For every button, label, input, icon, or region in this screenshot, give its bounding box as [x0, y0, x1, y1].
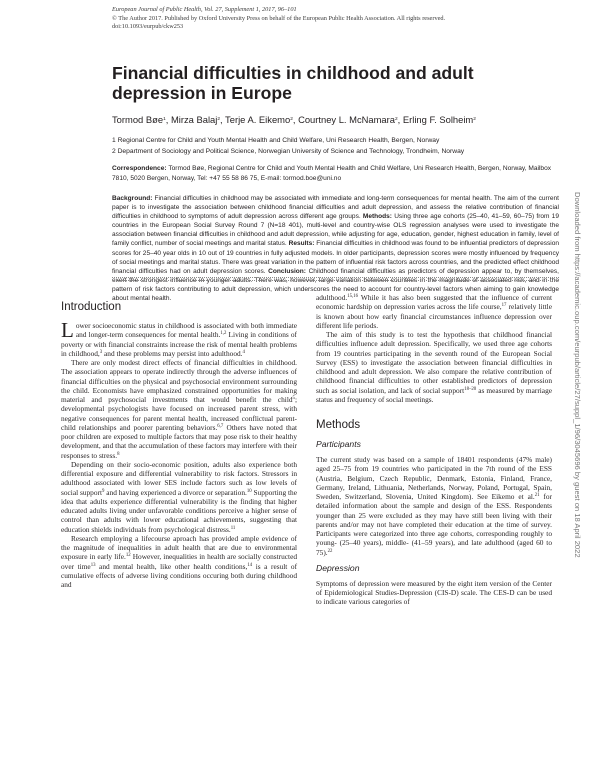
citation-ref[interactable]: 8 — [117, 451, 120, 457]
correspondence-text: Tormod Bøe, Regional Centre for Child and Youth Mental Health and Child Welfare, Uni Research Health, Bergen, Norway, Mailbox 7810, 5020 Bergen, Norway, Tel: +47 55 58 86 75, E-mail: tormod.boe@uni.no — [112, 165, 552, 182]
abstract-results: Financial difficulties in childhood was found to be influential predictors of depression scores for 25–40 year olds in 10 out of 19 countries in fully adjusted models. In older participants, depression scores were mostly influenced by frequency of social meetings and marital status. There was great variation in the pattern of influential risk factors across countries, and the predicted effect childhood financial difficulties had on adult depression scores. — [112, 240, 560, 275]
abstract-methods: Using three age cohorts (25–40, 41–59, 60–75) from 19 countries in the European Social Survey Round 7 (N=18 401), multi-level and country-wise OLS regression analyses were used to investigate the association between financial difficulties in childhood and adult depression, while adjusting for age, education, gender, highest education in family, level of family conflict, number of social meetings and marital status. — [112, 213, 559, 248]
text-run: is a result of cumulative effects of adverse living conditions occuring both during childhood and — [61, 561, 298, 589]
text-run: and mental health, like other health conditions, — [95, 561, 248, 571]
citation-ref[interactable]: 1,2 — [220, 331, 227, 337]
citation-ref[interactable]: 18–20 — [464, 386, 477, 392]
author-affiliation-ref: 2 — [217, 117, 220, 122]
correspondence-label: Correspondence: — [112, 165, 167, 172]
text-run: Supporting the idea that adults experience differential vulnerability is the finding that higher educated adults living under unfavorable conditions perceive a higher sense of control than adults with lower educational achievements, suggesting that education shields individuals from psychological distress. — [61, 487, 297, 534]
text-run: ower socioeconomic status in childhood is associated with both immediate and longer-term consequences for mental health. — [75, 321, 297, 340]
journal-header — [112, 6, 552, 32]
citation-ref[interactable]: 14 — [247, 562, 253, 568]
download-watermark — [568, 192, 580, 572]
abstract-conclusion-label: Conclusion: — [268, 267, 306, 275]
author-affiliation-ref: 2 — [290, 117, 293, 122]
citation-ref[interactable]: 5 — [292, 396, 295, 401]
intro-paragraph-6 — [316, 330, 552, 404]
text-run: The current study was based on a sample of 18401 respondents (47% male) aged 25–75 from 19 countries who participated in the 7th round of the ESS (Austria, Belgium, Czech Republic, Denmark, Estonia, Finland, France, Germany, Ireland, Lithuania, Netherlands, Norway, Poland, Portugal, Spain, Sweden, Switzerland, Slovenia, United Kingdom). See Eikemo et al. — [316, 455, 552, 501]
author-name[interactable]: Mirza Balaj — [170, 114, 218, 125]
text-run: Others have noted that poor children are exposed to multiple factors that may pose risk to their healthy development, and that the accumulation of these factors may interfere with their responses to stress. — [61, 422, 297, 460]
doi-line[interactable]: doi:10.1093/eurpub/ckw253 — [112, 23, 184, 31]
abstract-conclusion: Childhood financial difficulties as predictors of depression appear to, by themselves, exert the strongest influence in younger adults. There was, however, large variation between countries in the magnitude of associated risk, and in the pattern of risk factors contributing to adult depression, which underscores the need to account for country-level factors when aiming to gain knowledge about mental health. — [112, 267, 560, 303]
text-run: as measured by marriage status and frequency of social meetings. — [316, 385, 552, 404]
citation-ref[interactable]: 17 — [501, 303, 507, 309]
author-list: Tormod Bøe$^1$, Mirza Balaj$^2$, Terje A. Eikemo$^2$, Courtney L. McNamara$^2$, Erling F. Solheim$^2$ — [112, 114, 476, 125]
text-run: However, inequalities in health are socially constructed over time — [61, 552, 297, 571]
article-title: Financial difficulties in childhood and adult depression in Europe — [112, 63, 474, 103]
author-name[interactable]: Terje A. Eikemo — [225, 114, 291, 125]
abstract-methods-label: Methods: — [362, 213, 392, 221]
citation-ref[interactable]: 4 — [242, 349, 245, 355]
left-column — [61, 300, 297, 589]
intro-paragraph-1 — [61, 318, 297, 358]
author-name[interactable]: Courtney L. McNamara — [298, 114, 395, 125]
methods-heading: Methods — [316, 419, 361, 431]
author-affiliation-ref: 2 — [473, 117, 476, 122]
intro-paragraph-2 — [61, 358, 297, 460]
text-run: Living in conditions of poverty or with financial constraints increase the risk of mental health problems in childhood, — [61, 330, 297, 358]
abstract-divider — [112, 277, 559, 278]
download-watermark-text: Downloaded from https://academic.oup.com/eurpub/article/27/suppl_1/96/3045696 by guest on 18 April 2022 — [573, 192, 582, 558]
text-run: for detailed information about the sample and design of the ESS. Respondents younger than 25 were excluded as they may have still been living with their parents and/or may not have completed their education at the time of survey. Participants were categorized into three age cohorts, corresponding roughly to young- (25–40 years), middle- (41–59 years), and late adulthood (aged 60 to 75). — [316, 492, 552, 557]
intro-paragraph-3 — [61, 460, 297, 534]
citation-ref[interactable]: 15,16 — [347, 294, 359, 299]
citation-ref[interactable]: 21 — [534, 493, 540, 498]
text-run: Depending on their socio-economic position, adults also experience both differential exposure and differential vulnerability to risk factors. Stressors in adulthood associated with lower SES include factors such as low levels of social support — [61, 459, 297, 497]
citation-ref[interactable]: 10 — [246, 488, 252, 494]
author-affiliation-ref: 2 — [395, 117, 398, 122]
copyright-line: © The Author 2017. Published by Oxford University Press on behalf of the European Public Health Association. All rights reserved. — [112, 14, 446, 22]
intro-paragraph-4 — [61, 534, 297, 590]
text-run: adulthood. — [316, 293, 348, 302]
text-run: relatively little is known about how early financial circumstances influence depression over different life periods. — [316, 302, 552, 330]
text-run: Research employing a lifecourse aproach has provided ample evidence of the magnitude of inequalities in adult health that are due to environmental exposure in early life. — [61, 533, 297, 562]
introduction-heading: Introduction — [61, 301, 122, 313]
text-run: The aim of this study is to test the hypothesis that childhood financial difficulties influence adult depression. Specifically, we used three age cohorts from 19 countries participating in the seventh round of the European Social Survey (ESS) to investigate the association between financial difficulties in childhood and adult depression. We also compare the relative contribution of childhood financial difficulties to other established predictors of depression such as social isolation, and lack of social support — [316, 330, 552, 395]
correspondence — [112, 164, 557, 183]
text-run: There are only modest direct effects of financial difficulties in childhood. The association appears to operate indirectly through the adverse influences of financial difficulties on the physical and psychosocial environment surrounding the child. Economists have emphasized constrained opportunities for making material and psychosocial investments that would benefit the child — [61, 358, 297, 404]
right-column — [316, 293, 552, 607]
author-affiliation-ref: 1 — [163, 117, 166, 122]
text-run: and these problems may persist into adulthood. — [102, 348, 243, 358]
text-run: and having experienced a divorce or separation. — [104, 487, 247, 497]
abstract-background-label: Background: — [112, 195, 153, 202]
abstract-results-label: Results: — [288, 240, 315, 248]
citation-ref[interactable]: 9 — [102, 488, 105, 494]
citation-ref[interactable]: 12 — [125, 553, 131, 559]
author-name[interactable]: Tormod Bøe — [112, 114, 164, 125]
intro-paragraph-5 — [316, 293, 552, 330]
affiliations — [112, 135, 464, 157]
citation-ref[interactable]: 6,7 — [217, 423, 224, 429]
citation-ref[interactable]: 22 — [327, 548, 333, 554]
citation-ref[interactable]: 13 — [90, 562, 96, 568]
citation-ref[interactable]: 11 — [230, 525, 236, 531]
text-run: While it has also been suggested that the influence of current economic hardship on depression varies across the life course, — [316, 293, 552, 312]
journal-citation: European Journal of Public Health, Vol. 27, Supplement 1, 2017, 96–101 — [112, 6, 297, 13]
text-run: ; developmental psychologists have focused on increased parent stress, with negative consequences for parent mental health, increased conflictual parent-child relationships and poorer parenting behaviors. — [61, 395, 297, 432]
participants-paragraph — [316, 455, 552, 557]
abstract-background: Financial difficulties in childhood may be associated with immediate and long-term consequences for mental health. The aim of the current paper is to investigate the association between childhood financial difficulties and adult depression, and assess the relative contribution of financial difficulties in childhood to symptoms of adult depression across different age groups. — [112, 195, 559, 221]
author-name[interactable]: Erling F. Solheim — [402, 114, 474, 125]
affiliation-1: 1 Regional Centre for Child and Youth Mental Health and Child Welfare, Uni Research Health, Bergen, Norway — [112, 137, 440, 144]
drop-cap: L — [61, 318, 74, 342]
depression-heading: Depression — [316, 562, 360, 573]
abstract — [112, 194, 559, 303]
depression-paragraph: Symptoms of depression were measured by the eight item version of the Center of Epidemiological Studies-Depression (CIS-D) scale. The CES-D can be used to indicate various categories of — [316, 578, 552, 607]
citation-ref[interactable]: 3 — [99, 349, 103, 355]
abstract-divider-2 — [112, 280, 559, 281]
affiliation-2: 2 Department of Sociology and Political Science, Norwegian University of Science and Technology, Trondheim, Norway — [112, 148, 465, 155]
participants-heading: Participants — [316, 439, 361, 449]
